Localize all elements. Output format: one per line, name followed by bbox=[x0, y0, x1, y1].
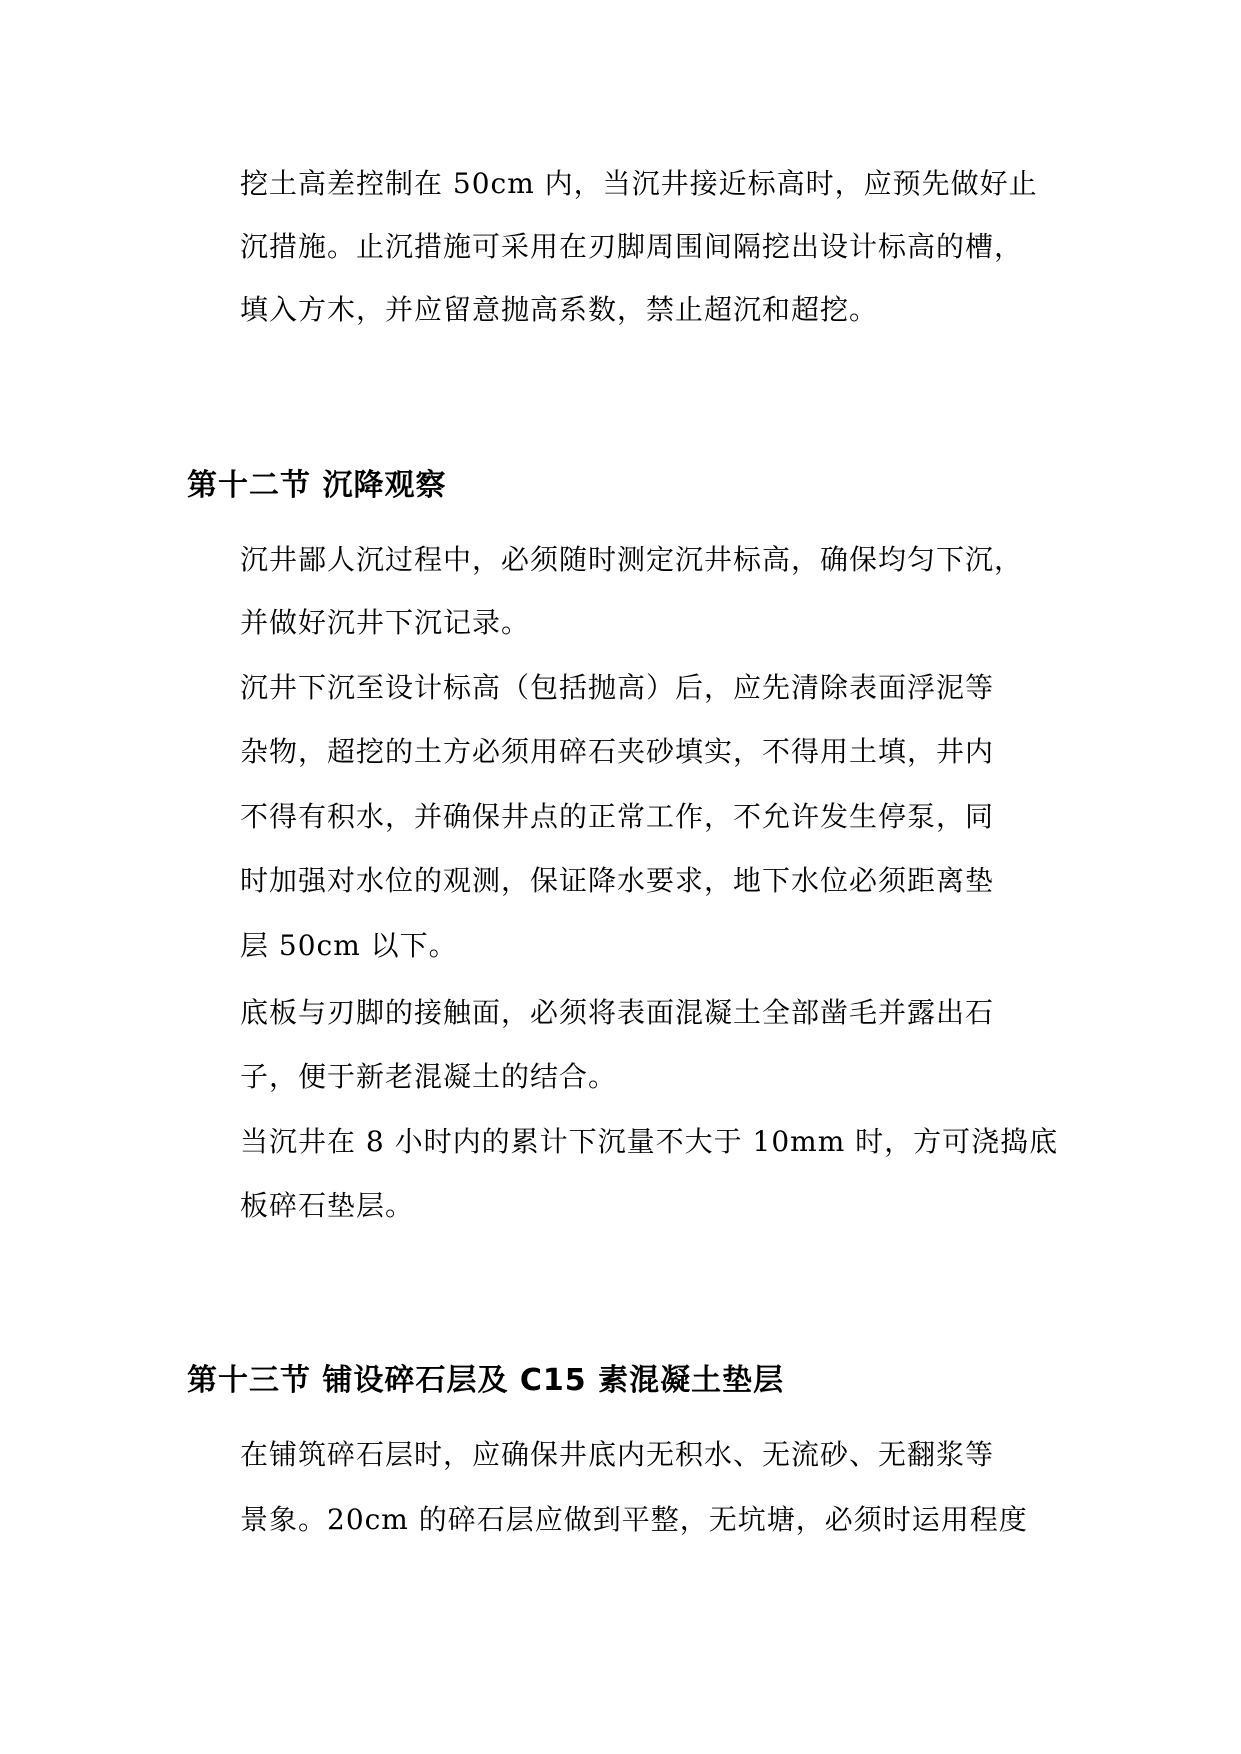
paragraph-line: 沉措施。止沉措施可采用在刃脚周围间隔挖出设计标高的槽， bbox=[240, 230, 1024, 263]
paragraph-line: 底板与刃脚的接触面，必须将表面混凝土全部凿毛并露出石 bbox=[240, 996, 995, 1029]
paragraph-line: 沉井下沉至设计标高（包括抛高）后，应先清除表面浮泥等 bbox=[240, 671, 995, 704]
paragraph-line: 填入方木，并应留意抛高系数，禁止超沉和超挖。 bbox=[240, 293, 879, 326]
paragraph-line: 当沉井在 8 小时内的累计下沉量不大于 10mm 时，方可浇捣底 bbox=[240, 1125, 1059, 1158]
paragraph-line: 子，便于新老混凝土的结合。 bbox=[240, 1060, 618, 1093]
paragraph-line: 挖土高差控制在 50cm 内，当沉井接近标高时，应预先做好止 bbox=[240, 167, 1038, 200]
paragraph-line: 沉井鄙人沉过程中，必须随时测定沉井标高，确保均匀下沉， bbox=[240, 543, 1024, 576]
paragraph-line: 并做好沉井下沉记录。 bbox=[240, 606, 531, 639]
paragraph-line: 在铺筑碎石层时，应确保井底内无积水、无流砂、无翻浆等 bbox=[240, 1438, 995, 1471]
paragraph-line: 层 50cm 以下。 bbox=[240, 929, 458, 962]
paragraph-line: 杂物，超挖的土方必须用碎石夹砂填实，不得用土填，井内 bbox=[240, 735, 995, 768]
paragraph-line: 时加强对水位的观测，保证降水要求，地下水位必须距离垫 bbox=[240, 864, 995, 897]
section-heading: 第十三节 铺设碎石层及 C15 素混凝土垫层 bbox=[187, 1363, 785, 1398]
paragraph-line: 景象。20cm 的碎石层应做到平整，无坑塘，必须时运用程度 bbox=[240, 1503, 1028, 1536]
section-heading: 第十二节 沉降观察 bbox=[187, 468, 447, 503]
paragraph-line: 板碎石垫层。 bbox=[240, 1189, 415, 1222]
paragraph-line: 不得有积水，并确保井点的正常工作，不允许发生停泵，同 bbox=[240, 800, 995, 833]
